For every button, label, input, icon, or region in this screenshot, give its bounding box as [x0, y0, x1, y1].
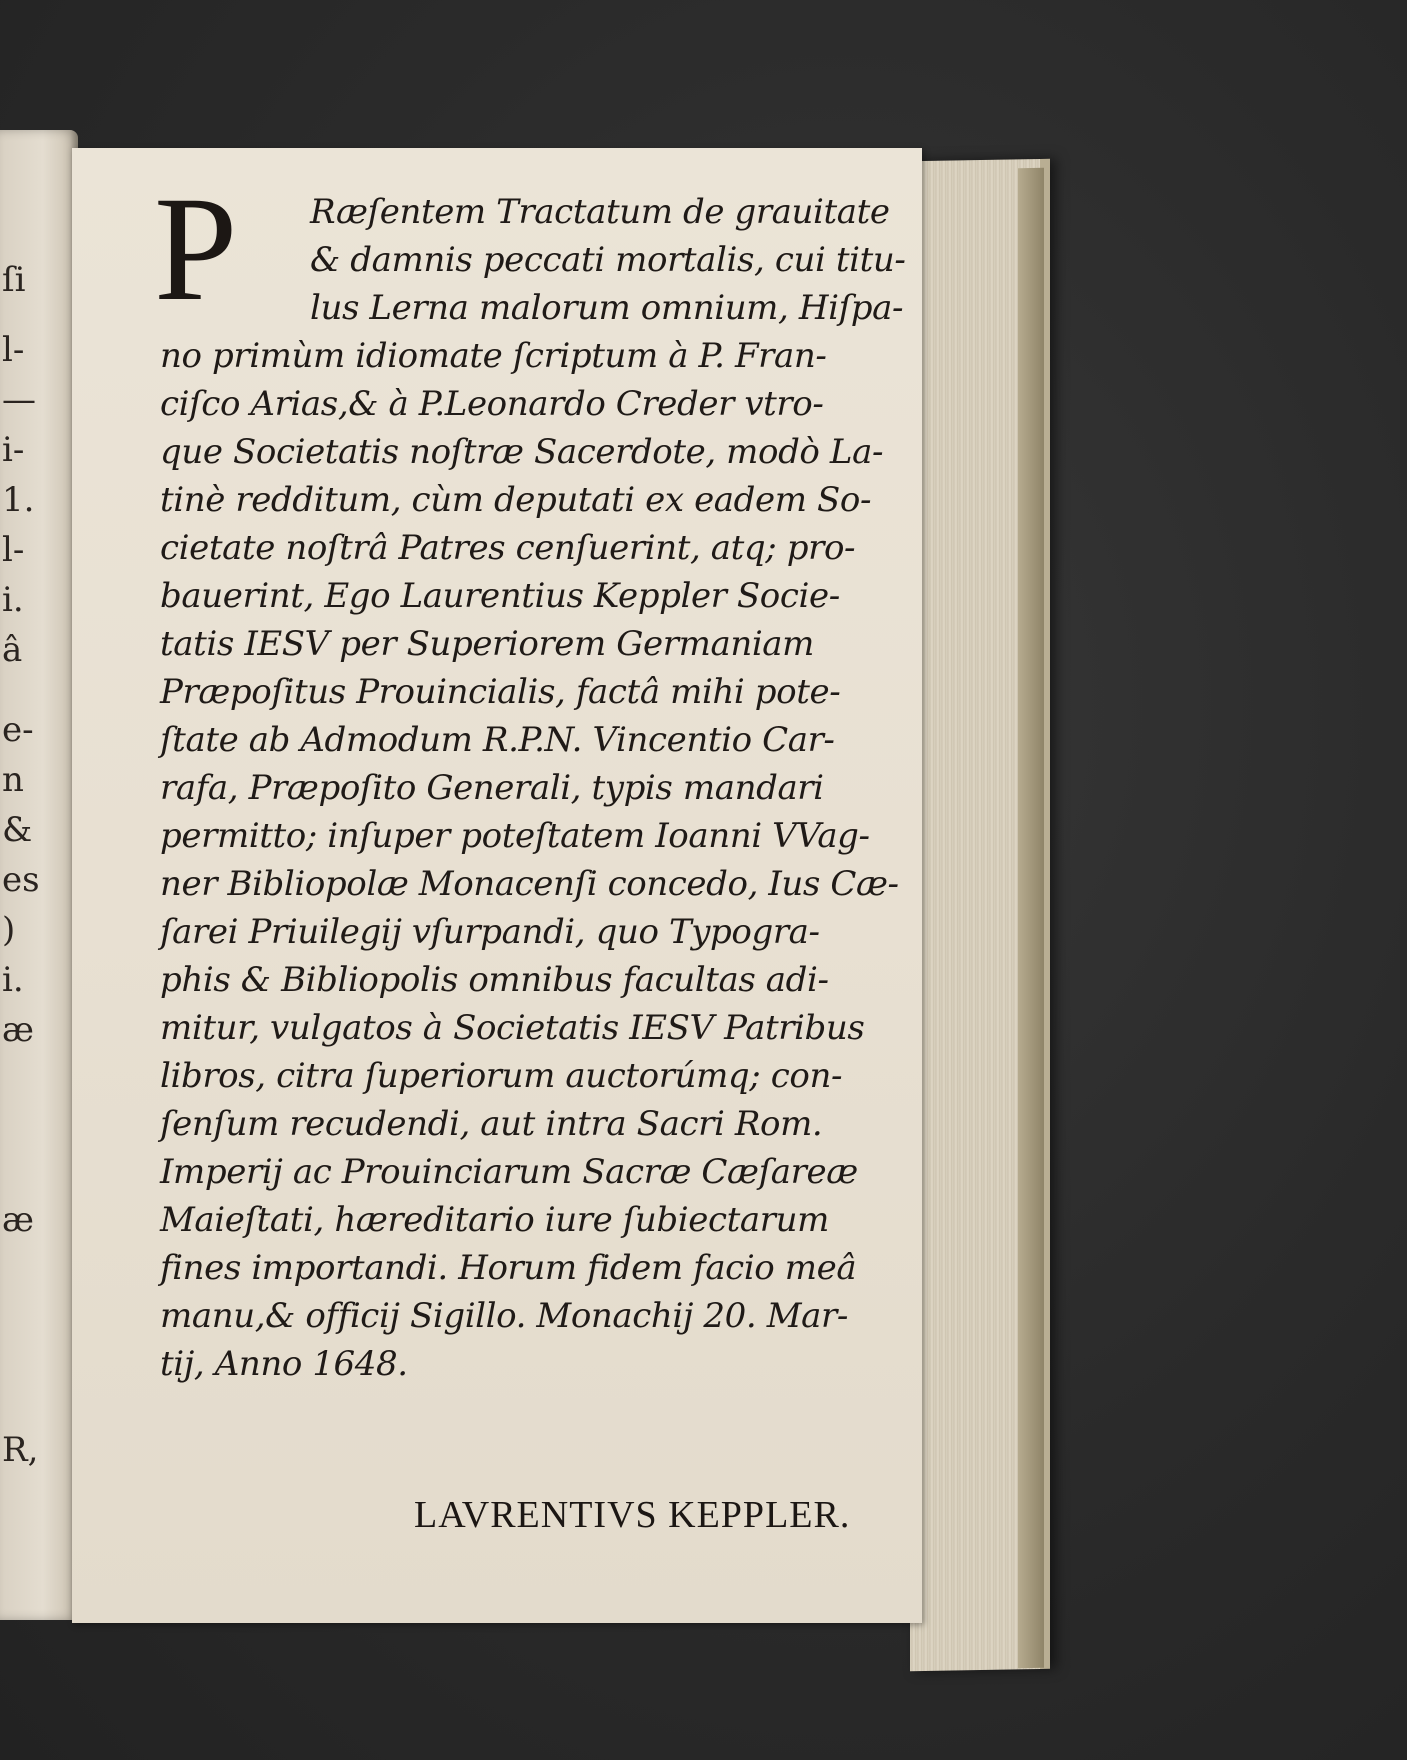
left-page-fragment: & [2, 810, 33, 850]
text-line: no primùm idiomate ſcriptum à P. Fran- [160, 336, 827, 376]
text-line: lus Lerna malorum omnium, Hiſpa- [310, 288, 904, 328]
text-line: bauerint, Ego Laurentius Keppler Socie- [160, 576, 840, 616]
left-page-fragment: i. [2, 580, 24, 620]
text-line: tij, Anno 1648. [160, 1344, 408, 1384]
text-line: Imperij ac Prouinciarum Sacræ Cæſareæ [160, 1152, 858, 1192]
text-line: ner Bibliopolæ Monacenſi concedo, Ius Cæ- [160, 864, 899, 904]
book-page [72, 148, 922, 1623]
signature: LAVRENTIVS KEPPLER. [414, 1494, 851, 1536]
text-line: tinè redditum, cùm deputati ex eadem So- [160, 480, 872, 520]
left-page-fragment: es [2, 860, 40, 900]
left-page-fragment: i- [2, 430, 25, 470]
text-line: cietate noſtrâ Patres cenſuerint, atq; pro- [160, 528, 856, 568]
left-page-fragment: â [2, 630, 23, 670]
text-line: Ræſentem Tractatum de grauitate [310, 192, 890, 232]
left-page-fragment: i. [2, 960, 24, 1000]
left-page-fragment: n [2, 760, 24, 800]
left-page-fragment: — [2, 380, 36, 420]
text-line: ciſco Arias,& à P.Leonardo Creder vtro- [160, 384, 824, 424]
text-line: mitur, vulgatos à Societatis IESV Patribus [160, 1008, 865, 1048]
text-line: Maieſtati, hæreditario iure ſubiectarum [160, 1200, 829, 1240]
left-page-fragment: 1. [2, 480, 35, 520]
left-page-fragment: ſi [2, 260, 26, 300]
left-page-fragment: l- [2, 330, 25, 370]
text-line: fines importandi. Horum fidem facio meâ [160, 1248, 857, 1288]
text-line: phis & Bibliopolis omnibus facultas adi- [160, 960, 829, 1000]
text-line: ſarei Priuilegij vſurpandi, quo Typogra- [160, 912, 820, 952]
text-line: libros, citra ſuperiorum auctorúmq; con- [160, 1056, 843, 1096]
drop-cap: P [154, 166, 238, 332]
text-line: permitto; inſuper poteſtatem Ioanni VVag- [160, 816, 870, 856]
left-page-fragment: ) [2, 910, 16, 950]
left-page-fragment: l- [2, 530, 25, 570]
text-line: Præpoſitus Prouincialis, factâ mihi pote- [160, 672, 841, 712]
left-page-fragment: æ [2, 1010, 34, 1050]
text-line: ſenſum recudendi, aut intra Sacri Rom. [160, 1104, 823, 1144]
text-line: & damnis peccati mortalis, cui titu- [310, 240, 906, 280]
text-line: rafa, Præpoſito Generali, typis mandari [160, 768, 824, 808]
left-page-fragment: R, [2, 1430, 39, 1470]
left-page-fragment: e- [2, 710, 34, 750]
text-line: que Societatis noſtræ Sacerdote, modò La- [160, 432, 884, 472]
left-page-fragment: æ [2, 1200, 34, 1240]
left-page-edge [0, 130, 78, 1620]
book-cover-edge [1018, 168, 1044, 1668]
text-line: ſtate ab Admodum R.P.N. Vincentio Car- [160, 720, 835, 760]
text-line: tatis IESV per Superiorem Germaniam [160, 624, 814, 664]
text-line: manu,& officij Sigillo. Monachij 20. Mar- [160, 1296, 848, 1336]
